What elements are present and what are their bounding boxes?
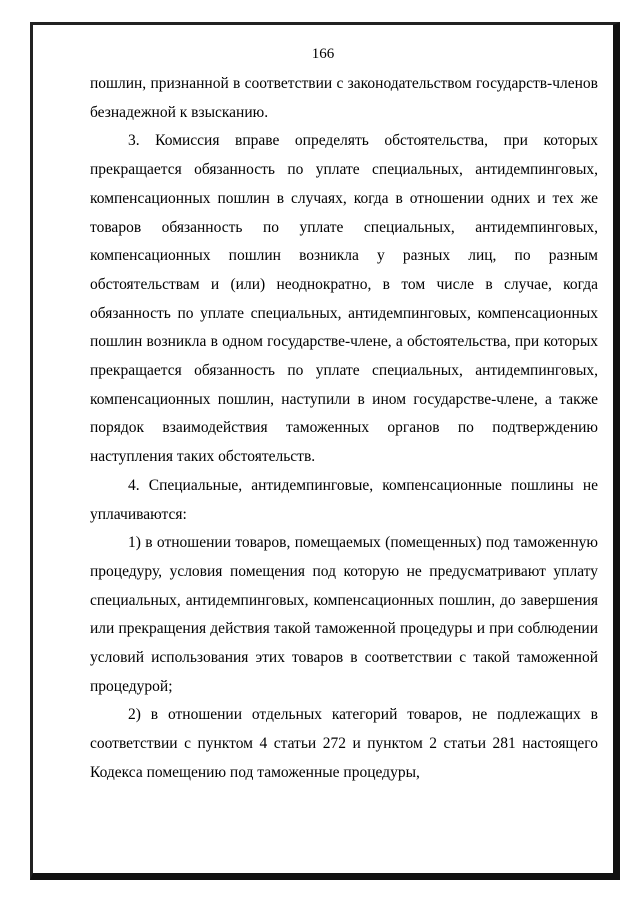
page-frame [30,22,620,880]
paragraph-subitem-1: 1) в отношении товаров, помещаемых (помещенных) под таможенную процедуру, условия помещения под которую не предусматривают уплату специальных, антидемпинговых, компенсационных пошлин, до завершения или прекращения действия такой таможенной процедуры и при соблюдении условий использования этих товаров в соответствии с такой таможенной процедурой; [90,534,598,695]
paragraph-subitem-2: 2) в отношении отдельных категорий товаров, не подлежащих в соответствии с пунктом 4 статьи 272 и пунктом 2 статьи 281 настоящего Кодекса помещению под таможенные процедуры, [90,706,598,781]
paragraph-continuation: пошлин, признанной в соответствии с законодательством государств-членов безнадежной к взысканию. [90,75,598,121]
page-number: 166 [311,46,335,62]
paragraph-item-3: 3. Комиссия вправе определять обстоятельства, при которых прекращается обязанность по уплате специальных, антидемпинговых, компенсационных пошлин в случаях, когда в отношении одних и тех же товаров обязанность по уплате специальных, антидемпинговых, компенсационных пошлин возникла у разных лиц, по разным обстоятельствам и (или) неоднократно, в том числе в случае, когда обязанность по уплате специальных, антидемпинговых, компенсационных пошлин возникла в одном государстве-члене, а обстоятельства, при которых прекращается обязанность по уплате специальных, антидемпинговых, компенсационных пошлин, наступили в ином государстве-члене, а также порядок взаимодействия таможенных органов по подтверждению наступления таких обстоятельств. [90,132,598,466]
paragraph-item-4: 4. Специальные, антидемпинговые, компенсационные пошлины не уплачиваются: [90,476,598,523]
body-text [90,70,598,788]
